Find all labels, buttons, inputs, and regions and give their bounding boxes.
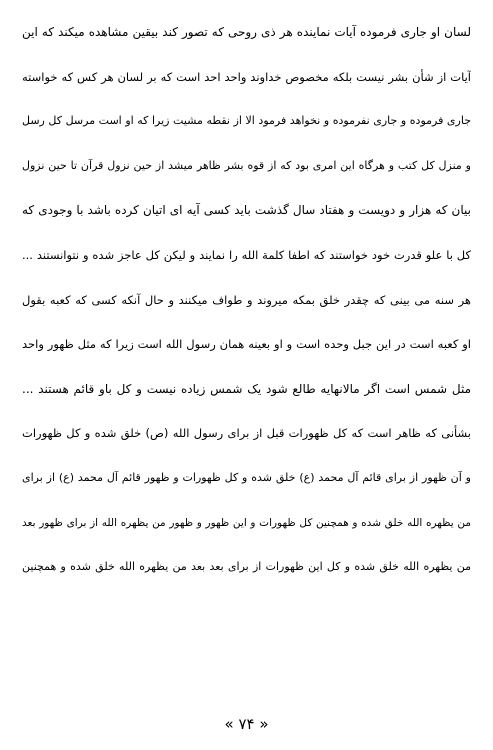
text-line: بیان که هزار و دویست و هفتاد سال گذشت باید کسی آیه ای اتیان کرده باشد با وجودی که	[22, 203, 471, 218]
text-line: او کعبه است در این جبل وحده است و او بعینه همان رسول الله است زیرا که مثل ظهور واحد	[22, 337, 471, 352]
text-line: لسان او جاری فرموده آیات نماینده هر ذی روحی که تصور کند بیقین مشاهده میکند که این	[22, 25, 471, 39]
text-line: من یظهره الله خلق شده و همچنین کل ظهورات و این ظهور و ظهور من یظهره الله از برای ظهور بعد	[22, 516, 471, 529]
body-text	[22, 10, 471, 590]
text-line: آیات از شأن بشر نیست بلکه مخصوص خداوند واحد احد است که بر لسان هر کس که خواسته	[22, 69, 471, 84]
text-line: هر سنه می بینی که چقدر خلق بمکه میروند و طواف میکنند و حال آنکه کسی که کعبه بقول	[22, 292, 471, 307]
text-line: من یظهره الله خلق شده و کل این ظهورات از برای بعد بعد من یظهره الله خلق شده و همچنین	[22, 560, 471, 574]
text-line: جاری فرموده و جاری نفرموده و نخواهد فرمود الا از نقطه مشیت زیرا که او است مرسل کل رسل	[22, 114, 471, 128]
text-line: مثل شمس است اگر مالانهایه طالع شود یک شمس زیاده نیست و کل باو قائم هستند ...	[22, 381, 471, 396]
text-line: و منزل کل کتب و هرگاه این امری بود که از قوه بشر ظاهر میشد از حین نزول قرآن تا حین نزول	[22, 158, 471, 172]
text-line: بشأنی که ظاهر است که کل ظهورات قبل از برای رسول الله (ص) خلق شده و کل ظهورات	[22, 426, 471, 441]
text-line: کل با علو قدرت خود خواستند که اطفا کلمة الله را نمایند و لیکن کل عاجز شده و نتوانستند ...	[22, 247, 471, 262]
text-line: و آن ظهور از برای قائم آل محمد (ع) خلق شده و کل ظهورات و ظهور قائم آل محمد (ع) از برای	[22, 470, 471, 484]
page-number: « ۷۴ »	[224, 715, 269, 733]
